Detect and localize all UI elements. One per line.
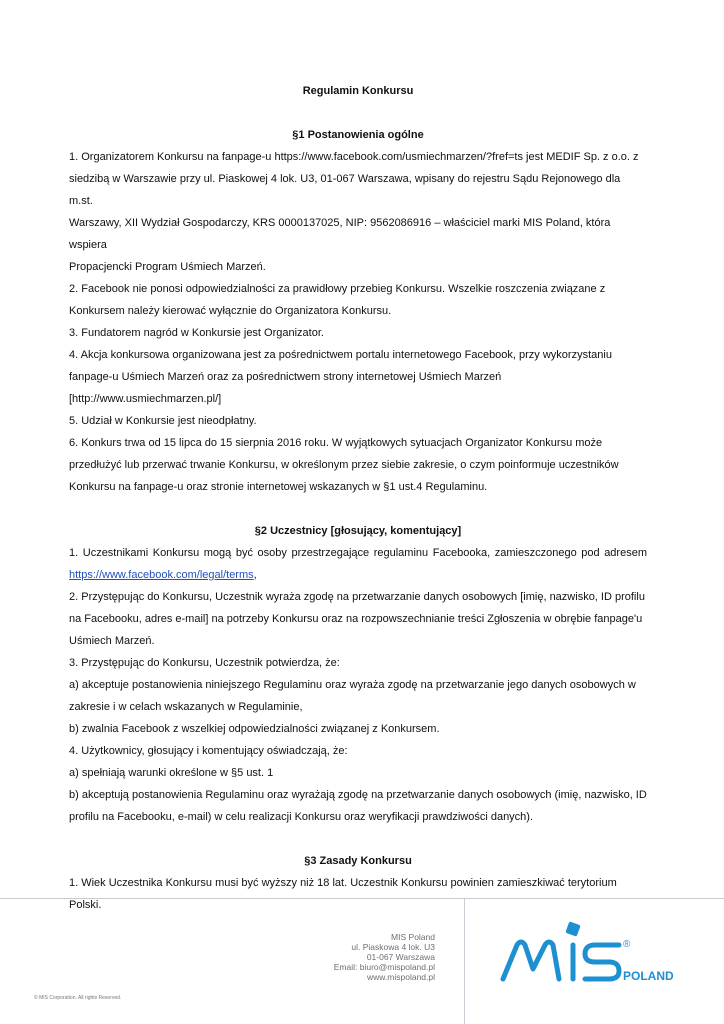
s1-line: 6. Konkurs trwa od 15 lipca do 15 sierpnia 2016 roku. W wyjątkowych sytuacjach Organizator Konkursu może bbox=[69, 437, 603, 449]
s1-line: [http://www.usmiechmarzen.pl/] bbox=[69, 393, 222, 405]
logo-i-dot bbox=[565, 921, 580, 936]
s1-line: 3. Fundatorem nagród w Konkursie jest Organizator. bbox=[69, 327, 324, 339]
s2-p1-comma: , bbox=[253, 569, 257, 581]
s2-line: Uśmiech Marzeń. bbox=[69, 635, 155, 647]
document-title: Regulamin Konkursu bbox=[302, 85, 414, 97]
s1-line: Konkursu na fanpage-u oraz stronie internetowej wskazanych w §1 ust.4 Regulaminu. bbox=[69, 481, 488, 493]
footer-divider bbox=[0, 898, 724, 899]
document-body bbox=[69, 80, 647, 916]
logo-m-shape bbox=[503, 942, 559, 979]
address-company: MIS Poland bbox=[391, 932, 435, 942]
mis-poland-logo bbox=[497, 915, 687, 990]
facebook-terms-link[interactable]: https://www.facebook.com/legal/terms bbox=[69, 569, 254, 581]
s2-line: zakresie i w celach wskazanych w Regulaminie, bbox=[69, 701, 303, 713]
s1-line: 5. Udział w Konkursie jest nieodpłatny. bbox=[69, 415, 257, 427]
s1-line: fanpage-u Uśmiech Marzeń oraz za pośrednictwem strony internetowej Uśmiech Marzeń bbox=[69, 371, 502, 383]
s2-line: na Facebooku, adres e-mail] na potrzeby Konkursu oraz na rozpowszechnianie treści Zgłoszenia w obrębie fanpage'u bbox=[69, 613, 643, 625]
address-website: www.mispoland.pl bbox=[366, 972, 435, 982]
s3-line: 1. Wiek Uczestnika Konkursu musi być wyższy niż 18 lat. Uczestnik Konkursu powinien zamieszkiwać terytorium bbox=[69, 877, 617, 889]
address-email: Email: biuro@mispoland.pl bbox=[333, 962, 435, 972]
s1-line: Konkursem należy kierować wyłącznie do Organizatora Konkursu. bbox=[69, 305, 392, 317]
s2-line: a) akceptuje postanowienia niniejszego Regulaminu oraz wyraża zgodę na przetwarzanie jego danych osobowych w bbox=[69, 679, 636, 691]
s2-line: profilu na Facebooku, e-mail) w celu realizacji Konkursu oraz weryfikacji prawdziwości danych). bbox=[69, 811, 534, 823]
s3-line: Polski. bbox=[69, 899, 102, 911]
copyright-notice: © MIS Corporation. All rights Reserved. bbox=[34, 995, 122, 1001]
section-1-heading: §1 Postanowienia ogólne bbox=[292, 129, 424, 141]
s2-line: b) zwalnia Facebook z wszelkiej odpowiedzialności związanej z Konkursem. bbox=[69, 723, 440, 735]
footer-address bbox=[235, 932, 435, 982]
section-2-heading: §2 Uczestnicy [głosujący, komentujący] bbox=[254, 525, 462, 537]
logo-s-shape bbox=[585, 945, 619, 979]
logo-poland-text: POLAND bbox=[623, 969, 674, 983]
s2-line: a) spełniają warunki określone w §5 ust. 1 bbox=[69, 767, 274, 779]
logo-registered-mark: ® bbox=[623, 939, 631, 950]
s2-line: 2. Przystępując do Konkursu, Uczestnik wyraża zgodę na przetwarzanie danych osobowych [imię, nazwisko, ID profilu bbox=[69, 591, 645, 603]
s1-line: przedłużyć lub przerwać trwanie Konkursu, w określonym przez siebie zakresie, o czym poinformuje uczestników bbox=[69, 459, 619, 471]
s1-line: 1. Organizatorem Konkursu na fanpage-u https://www.facebook.com/usmiechmarzen/?fref=ts jest MEDIF Sp. z o.o. z bbox=[69, 151, 639, 163]
s2-line: b) akceptują postanowienia Regulaminu oraz wyrażają zgodę na przetwarzanie danych osobowych (imię, nazwisko, ID bbox=[69, 789, 647, 801]
s2-paragraph-1 bbox=[69, 542, 647, 586]
address-city: 01-067 Warszawa bbox=[366, 952, 435, 962]
footer-vertical-divider bbox=[464, 898, 465, 1024]
s2-line: 3. Przystępując do Konkursu, Uczestnik potwierdza, że: bbox=[69, 657, 340, 669]
address-street: ul. Piaskowa 4 lok. U3 bbox=[351, 942, 435, 952]
s1-line: siedzibą w Warszawie przy ul. Piaskowej 4 lok. U3, 01-067 Warszawa, wpisany do rejestru Sądu Rejonowego dla m.st. bbox=[69, 173, 621, 207]
s1-line: 2. Facebook nie ponosi odpowiedzialności za prawidłowy przebieg Konkursu. Wszelkie roszczenia związane z bbox=[69, 283, 606, 295]
s1-line: 4. Akcja konkursowa organizowana jest za pośrednictwem portalu internetowego Facebook, przy wykorzystaniu bbox=[69, 349, 612, 361]
s1-line: Propacjencki Program Uśmiech Marzeń. bbox=[69, 261, 266, 273]
s2-line: 4. Użytkownicy, głosujący i komentujący oświadczają, że: bbox=[69, 745, 348, 757]
section-3-heading: §3 Zasady Konkursu bbox=[304, 855, 412, 867]
s2-p1-text: 1. Uczestnikami Konkursu mogą być osoby przestrzegające regulaminu Facebooka, zamieszczonego pod adresem bbox=[69, 547, 647, 559]
s1-line: Warszawy, XII Wydział Gospodarczy, KRS 0000137025, NIP: 9562086916 – właściciel marki MIS Poland, która wspiera bbox=[69, 217, 611, 251]
